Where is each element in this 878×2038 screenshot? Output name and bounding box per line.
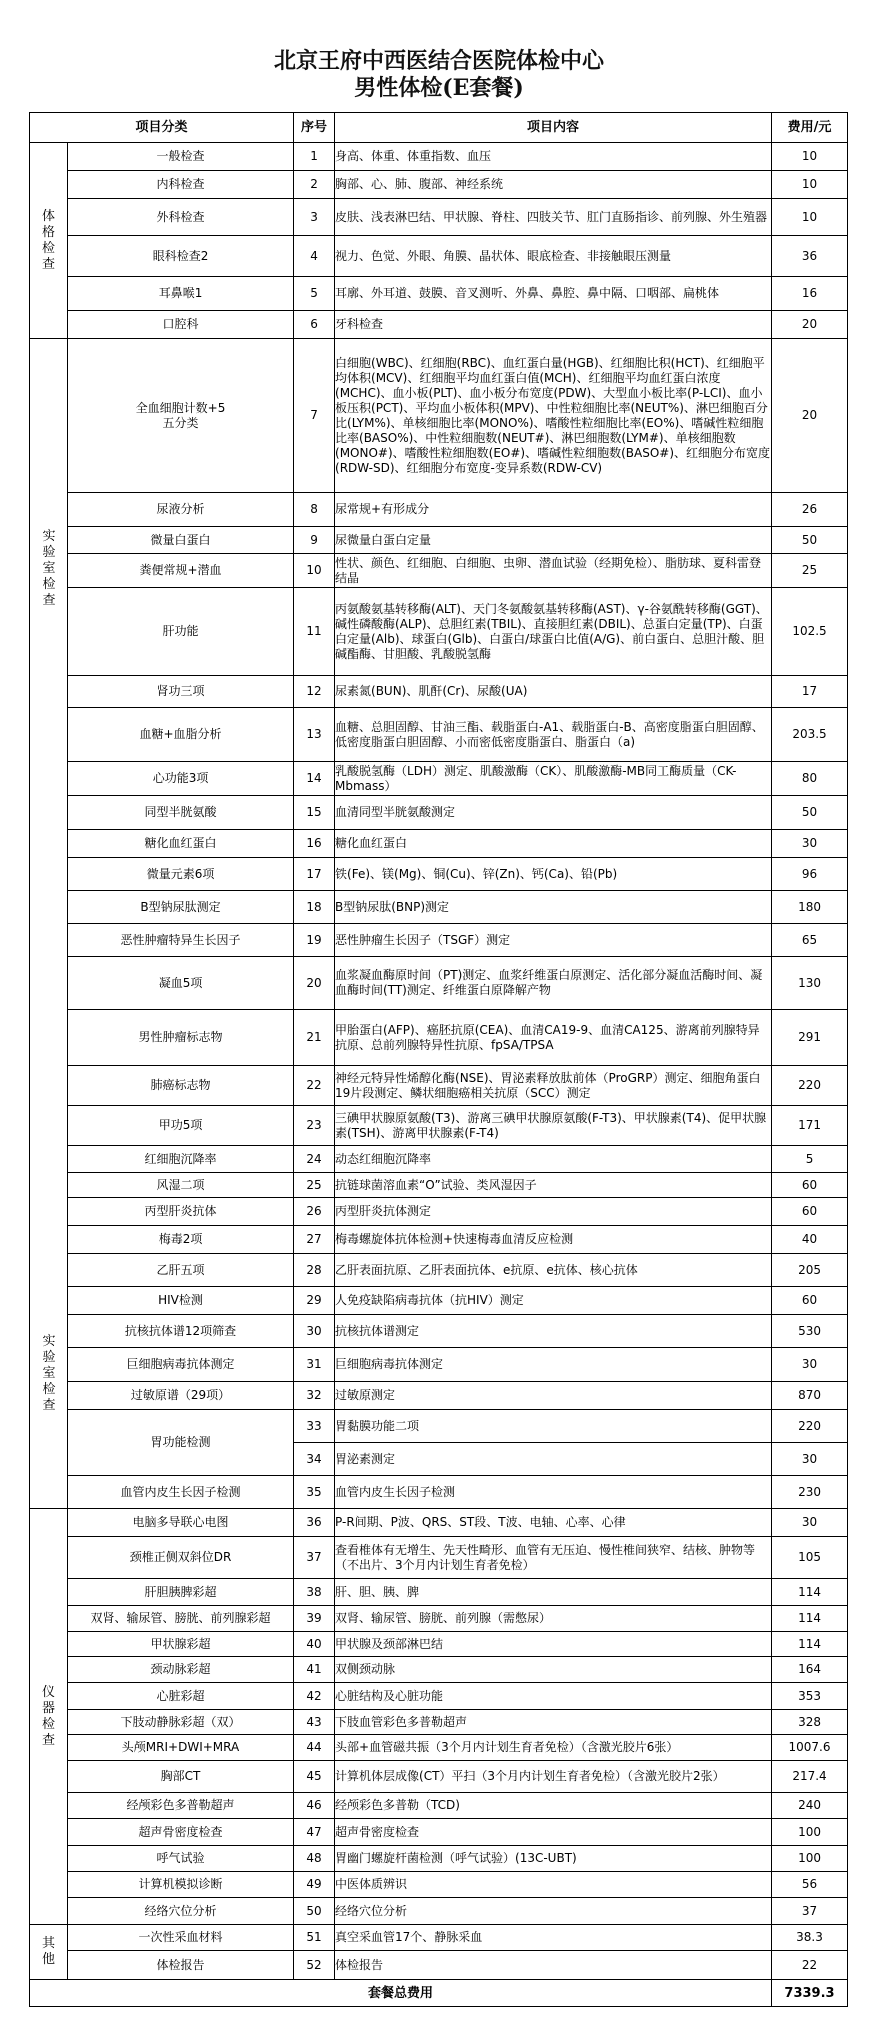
seq-cell: 34 — [294, 1443, 335, 1476]
seq-cell: 15 — [294, 796, 335, 830]
content-cell: 身高、体重、体重指数、血压 — [335, 143, 772, 171]
header-seq: 序号 — [294, 113, 335, 143]
fee-cell: 96 — [772, 858, 848, 891]
fee-cell: 114 — [772, 1632, 848, 1657]
content-cell: 双侧颈动脉 — [335, 1657, 772, 1683]
category-cell: 红细胞沉降率 — [68, 1146, 294, 1173]
seq-cell: 52 — [294, 1951, 335, 1980]
fee-cell: 80 — [772, 762, 848, 796]
content-cell: 铁(Fe)、镁(Mg)、铜(Cu)、锌(Zn)、钙(Ca)、铅(Pb) — [335, 858, 772, 891]
table-row — [30, 676, 848, 708]
seq-cell: 41 — [294, 1657, 335, 1683]
content-cell: 经颅彩色多普勒（TCD) — [335, 1793, 772, 1819]
seq-cell: 16 — [294, 830, 335, 858]
content-cell: 动态红细胞沉降率 — [335, 1146, 772, 1173]
seq-cell: 18 — [294, 891, 335, 924]
table-row — [30, 1657, 848, 1683]
table-row — [30, 1735, 848, 1761]
content-cell: 糖化血红蛋白 — [335, 830, 772, 858]
fee-cell: 40 — [772, 1226, 848, 1254]
seq-cell: 25 — [294, 1173, 335, 1198]
content-cell: 尿素氮(BUN)、肌酐(Cr)、尿酸(UA) — [335, 676, 772, 708]
category-cell: 肾功三项 — [68, 676, 294, 708]
category-cell: 恶性肿瘤特异生长因子 — [68, 924, 294, 957]
table-row — [30, 236, 848, 277]
content-cell: 经络穴位分析 — [335, 1898, 772, 1925]
seq-cell: 45 — [294, 1761, 335, 1793]
fee-cell: 60 — [772, 1287, 848, 1315]
seq-cell: 12 — [294, 676, 335, 708]
table-row — [30, 1951, 848, 1980]
content-cell: 体检报告 — [335, 1951, 772, 1980]
category-cell: 计算机模拟诊断 — [68, 1872, 294, 1898]
category-cell: 微量白蛋白 — [68, 527, 294, 554]
table-row — [30, 588, 848, 676]
seq-cell: 35 — [294, 1476, 335, 1509]
seq-cell: 44 — [294, 1735, 335, 1761]
seq-cell: 32 — [294, 1382, 335, 1410]
table-row — [30, 1872, 848, 1898]
seq-cell: 4 — [294, 236, 335, 277]
table-row — [30, 1819, 848, 1846]
table-row — [30, 708, 848, 762]
table-row — [30, 339, 848, 493]
content-cell: 尿常规+有形成分 — [335, 493, 772, 527]
category-cell: 甲状腺彩超 — [68, 1632, 294, 1657]
category-cell: 呼气试验 — [68, 1846, 294, 1872]
table-row — [30, 762, 848, 796]
content-cell: 性状、颜色、红细胞、白细胞、虫卵、潜血试验（经期免检）、脂肪球、夏科雷登结晶 — [335, 554, 772, 588]
seq-cell: 49 — [294, 1872, 335, 1898]
table-row — [30, 1925, 848, 1951]
table-row — [30, 493, 848, 527]
fee-cell: 30 — [772, 1509, 848, 1537]
fee-cell: 240 — [772, 1793, 848, 1819]
content-cell: 下肢血管彩色多普勒超声 — [335, 1710, 772, 1735]
category-cell: 口腔科 — [68, 311, 294, 339]
seq-cell: 46 — [294, 1793, 335, 1819]
seq-cell: 33 — [294, 1410, 335, 1443]
fee-cell: 220 — [772, 1066, 848, 1106]
table-row — [30, 858, 848, 891]
fee-cell: 102.5 — [772, 588, 848, 676]
category-cell: 乙肝五项 — [68, 1254, 294, 1287]
fee-cell: 130 — [772, 957, 848, 1010]
fee-cell: 10 — [772, 143, 848, 171]
table-row — [30, 1066, 848, 1106]
category-cell: 粪便常规+潜血 — [68, 554, 294, 588]
fee-cell: 10 — [772, 171, 848, 199]
fee-cell: 217.4 — [772, 1761, 848, 1793]
table-row — [30, 1683, 848, 1710]
fee-cell: 30 — [772, 1443, 848, 1476]
fee-cell: 10 — [772, 199, 848, 236]
fee-cell: 38.3 — [772, 1925, 848, 1951]
seq-cell: 29 — [294, 1287, 335, 1315]
category-cell: 巨细胞病毒抗体测定 — [68, 1348, 294, 1382]
seq-cell: 37 — [294, 1537, 335, 1579]
fee-cell: 60 — [772, 1173, 848, 1198]
header-category: 项目分类 — [30, 113, 294, 143]
table-row — [30, 554, 848, 588]
content-cell: 丙氨酸氨基转移酶(ALT)、天门冬氨酸氨基转移酶(AST)、γ-谷氨酰转移酶(GGT)、碱性磷酸酶(ALP)、总胆红素(TBIL)、直接胆红素(DBIL)、总蛋白定量(TP)、白蛋白定量(Alb)、球蛋白(Glb)、白蛋白/球蛋白比值(A/G)、前白蛋白、总胆汁酸、胆碱酯酶、甘胆酸、乳酸脱氢酶 — [335, 588, 772, 676]
category-cell: 胃功能检测 — [68, 1410, 294, 1476]
content-cell: 神经元特异性烯醇化酶(NSE)、胃泌素释放肽前体（ProGRP）测定、细胞角蛋白19片段测定、鳞状细胞癌相关抗原（SCC）测定 — [335, 1066, 772, 1106]
fee-cell: 5 — [772, 1146, 848, 1173]
group-label: 体格检查 — [41, 208, 55, 272]
category-cell: 双肾、输尿管、膀胱、前列腺彩超 — [68, 1606, 294, 1632]
fee-cell: 114 — [772, 1579, 848, 1606]
category-cell: 超声骨密度检查 — [68, 1819, 294, 1846]
category-cell: 心功能3项 — [68, 762, 294, 796]
fee-cell: 114 — [772, 1606, 848, 1632]
content-cell: 恶性肿瘤生长因子（TSGF）测定 — [335, 924, 772, 957]
seq-cell: 14 — [294, 762, 335, 796]
category-cell: 颈椎正侧双斜位DR — [68, 1537, 294, 1579]
fee-cell: 180 — [772, 891, 848, 924]
table-row — [30, 830, 848, 858]
category-cell: 颈动脉彩超 — [68, 1657, 294, 1683]
content-cell: 胃泌素测定 — [335, 1443, 772, 1476]
category-cell: 肝胆胰脾彩超 — [68, 1579, 294, 1606]
table-row — [30, 1198, 848, 1226]
content-cell: 白细胞(WBC)、红细胞(RBC)、血红蛋白量(HGB)、红细胞比积(HCT)、红细胞平均体积(MCV)、红细胞平均血红蛋白值(MCH)、红细胞平均血红蛋白浓度(MCHC)、血小板(PLT)、血小板分布宽度(PDW)、大型血小板比率(P-LCI)、血小板压积(PCT)、平均血小板体积(MPV)、中性粒细胞比率(NEUT%)、淋巴细胞百分比(LYM%)、单核细胞比率(MONO%)、嗜酸性粒细胞比率(EO%)、嗜碱性粒细胞比率(BASO%)、中性粒细胞数(NEUT#)、淋巴细胞数(LYM#)、单核细胞数(MONO#)、嗜酸性粒细胞数(EO#)、嗜碱性粒细胞数(BASO#)、红细胞分布宽度(RDW-SD)、红细胞分布宽度-变异系数(RDW-CV) — [335, 339, 772, 493]
category-cell: 丙型肝炎抗体 — [68, 1198, 294, 1226]
fee-cell: 65 — [772, 924, 848, 957]
fee-cell: 1007.6 — [772, 1735, 848, 1761]
category-cell: 耳鼻喉1 — [68, 277, 294, 311]
seq-cell: 38 — [294, 1579, 335, 1606]
table-row — [30, 1315, 848, 1348]
content-cell: 查看椎体有无增生、先天性畸形、血管有无压迫、慢性椎间狭窄、结核、肿物等（不出片、3个月内计划生育者免检） — [335, 1537, 772, 1579]
category-cell: 血糖+血脂分析 — [68, 708, 294, 762]
content-cell: P-R间期、P波、QRS、ST段、T波、电轴、心率、心律 — [335, 1509, 772, 1537]
group-cell-lab — [30, 339, 68, 1509]
category-cell: 血管内皮生长因子检测 — [68, 1476, 294, 1509]
category-cell: 男性肿瘤标志物 — [68, 1010, 294, 1066]
group-cell-instrument — [30, 1509, 68, 1925]
total-fee: 7339.3 — [772, 1980, 848, 2007]
seq-cell: 20 — [294, 957, 335, 1010]
table-row — [30, 1226, 848, 1254]
table-row — [30, 1146, 848, 1173]
fee-cell: 37 — [772, 1898, 848, 1925]
package-title: 男性体检(E套餐) — [354, 75, 524, 101]
table-row — [30, 1254, 848, 1287]
fee-cell: 22 — [772, 1951, 848, 1980]
fee-cell: 291 — [772, 1010, 848, 1066]
table-row — [30, 796, 848, 830]
content-cell: 中医体质辨识 — [335, 1872, 772, 1898]
content-cell: 巨细胞病毒抗体测定 — [335, 1348, 772, 1382]
content-cell: 血清同型半胱氨酸测定 — [335, 796, 772, 830]
content-cell: 皮肤、浅表淋巴结、甲状腺、脊柱、四肢关节、肛门直肠指诊、前列腺、外生殖器 — [335, 199, 772, 236]
category-cell: 头颅MRI+DWI+MRA — [68, 1735, 294, 1761]
seq-cell: 36 — [294, 1509, 335, 1537]
content-cell: 血浆凝血酶原时间（PT)测定、血浆纤维蛋白原测定、活化部分凝血活酶时间、凝血酶时间(TT)测定、纤维蛋白原降解产物 — [335, 957, 772, 1010]
category-cell: 胸部CT — [68, 1761, 294, 1793]
seq-cell: 51 — [294, 1925, 335, 1951]
fee-cell: 60 — [772, 1198, 848, 1226]
fee-cell: 36 — [772, 236, 848, 277]
table-row — [30, 143, 848, 171]
content-cell: 抗核抗体谱测定 — [335, 1315, 772, 1348]
group-label: 实验室检查 — [42, 1334, 56, 1413]
seq-cell: 24 — [294, 1146, 335, 1173]
table-row — [30, 1632, 848, 1657]
table-row — [30, 1010, 848, 1066]
content-cell: 胃幽门螺旋杆菌检测（呼气试验）(13C-UBT) — [335, 1846, 772, 1872]
seq-cell: 2 — [294, 171, 335, 199]
seq-cell: 39 — [294, 1606, 335, 1632]
fee-cell: 870 — [772, 1382, 848, 1410]
seq-cell: 28 — [294, 1254, 335, 1287]
content-cell: 抗链球菌溶血素“O”试验、类风湿因子 — [335, 1173, 772, 1198]
category-cell: 内科检查 — [68, 171, 294, 199]
table-row — [30, 277, 848, 311]
category-cell: 梅毒2项 — [68, 1226, 294, 1254]
category-cell: 电脑多导联心电图 — [68, 1509, 294, 1537]
fee-cell: 328 — [772, 1710, 848, 1735]
seq-cell: 7 — [294, 339, 335, 493]
content-cell: 血管内皮生长因子检测 — [335, 1476, 772, 1509]
checkup-items-table — [29, 112, 848, 2007]
fee-cell: 164 — [772, 1657, 848, 1683]
category-cell: 微量元素6项 — [68, 858, 294, 891]
seq-cell: 13 — [294, 708, 335, 762]
table-row — [30, 1106, 848, 1146]
fee-cell: 17 — [772, 676, 848, 708]
content-cell: 耳廓、外耳道、鼓膜、音叉测听、外鼻、鼻腔、鼻中隔、口咽部、扁桃体 — [335, 277, 772, 311]
category-cell: 经络穴位分析 — [68, 1898, 294, 1925]
table-row — [30, 1476, 848, 1509]
content-cell: 头部+血管磁共振（3个月内计划生育者免检）（含激光胶片6张） — [335, 1735, 772, 1761]
fee-cell: 105 — [772, 1537, 848, 1579]
category-cell: 抗核抗体谱12项筛查 — [68, 1315, 294, 1348]
seq-cell: 8 — [294, 493, 335, 527]
seq-cell: 17 — [294, 858, 335, 891]
fee-cell: 26 — [772, 493, 848, 527]
seq-cell: 47 — [294, 1819, 335, 1846]
category-cell: 风湿二项 — [68, 1173, 294, 1198]
content-cell: 双肾、输尿管、膀胱、前列腺（需憋尿） — [335, 1606, 772, 1632]
seq-cell: 10 — [294, 554, 335, 588]
seq-cell: 23 — [294, 1106, 335, 1146]
seq-cell: 31 — [294, 1348, 335, 1382]
seq-cell: 9 — [294, 527, 335, 554]
table-row — [30, 1173, 848, 1198]
fee-cell: 203.5 — [772, 708, 848, 762]
category-cell: 经颅彩色多普勒超声 — [68, 1793, 294, 1819]
category-cell: 凝血5项 — [68, 957, 294, 1010]
fee-cell: 220 — [772, 1410, 848, 1443]
content-cell: 乳酸脱氢酶（LDH）测定、肌酸激酶（CK）、肌酸激酶-MB同工酶质量（CK-Mbmass） — [335, 762, 772, 796]
table-row — [30, 924, 848, 957]
table-row — [30, 1793, 848, 1819]
group-label: 实验室检查 — [42, 529, 56, 608]
seq-cell: 42 — [294, 1683, 335, 1710]
category-cell: 尿液分析 — [68, 493, 294, 527]
seq-cell: 1 — [294, 143, 335, 171]
category-cell: 全血细胞计数+5 五分类 — [68, 339, 294, 493]
fee-cell: 56 — [772, 1872, 848, 1898]
table-row — [30, 1382, 848, 1410]
table-row — [30, 527, 848, 554]
table-row — [30, 957, 848, 1010]
content-cell: 真空采血管17个、静脉采血 — [335, 1925, 772, 1951]
content-cell: 甲胎蛋白(AFP)、癌胚抗原(CEA)、血清CA19-9、血清CA125、游离前列腺特异抗原、总前列腺特异性抗原、fpSA/TPSA — [335, 1010, 772, 1066]
group-cell-physical — [30, 143, 68, 339]
table-row — [30, 1710, 848, 1735]
content-cell: 人免疫缺陷病毒抗体（抗HIV）测定 — [335, 1287, 772, 1315]
seq-cell: 11 — [294, 588, 335, 676]
table-row — [30, 199, 848, 236]
fee-cell: 25 — [772, 554, 848, 588]
fee-cell: 50 — [772, 796, 848, 830]
table-row — [30, 1410, 848, 1443]
fee-cell: 30 — [772, 830, 848, 858]
seq-cell: 26 — [294, 1198, 335, 1226]
hospital-title: 北京王府中西医结合医院体检中心 — [273, 48, 604, 74]
header-row — [30, 113, 848, 143]
fee-cell: 20 — [772, 339, 848, 493]
header-content: 项目内容 — [335, 113, 772, 143]
content-cell: 胸部、心、肺、腹部、神经系统 — [335, 171, 772, 199]
group-label: 仪器检查 — [41, 1684, 55, 1748]
seq-cell: 40 — [294, 1632, 335, 1657]
group-cell-other — [30, 1925, 68, 1980]
seq-cell: 5 — [294, 277, 335, 311]
content-cell: 丙型肝炎抗体测定 — [335, 1198, 772, 1226]
content-cell: 牙科检查 — [335, 311, 772, 339]
category-cell: 甲功5项 — [68, 1106, 294, 1146]
seq-cell: 43 — [294, 1710, 335, 1735]
fee-cell: 530 — [772, 1315, 848, 1348]
table-row — [30, 1509, 848, 1537]
group-label: 其他 — [41, 1936, 55, 1967]
content-cell: 乙肝表面抗原、乙肝表面抗体、e抗原、e抗体、核心抗体 — [335, 1254, 772, 1287]
fee-cell: 205 — [772, 1254, 848, 1287]
total-row — [30, 1980, 848, 2007]
fee-cell: 171 — [772, 1106, 848, 1146]
table-row — [30, 1846, 848, 1872]
seq-cell: 19 — [294, 924, 335, 957]
table-row — [30, 1761, 848, 1793]
seq-cell: 30 — [294, 1315, 335, 1348]
table-row — [30, 311, 848, 339]
seq-cell: 3 — [294, 199, 335, 236]
fee-cell: 100 — [772, 1846, 848, 1872]
content-cell: 胃黏膜功能二项 — [335, 1410, 772, 1443]
table-row — [30, 1579, 848, 1606]
category-cell: 眼科检查2 — [68, 236, 294, 277]
total-label: 套餐总费用 — [30, 1980, 772, 2007]
seq-cell: 22 — [294, 1066, 335, 1106]
category-cell: 过敏原谱（29项） — [68, 1382, 294, 1410]
fee-cell: 50 — [772, 527, 848, 554]
category-cell: 体检报告 — [68, 1951, 294, 1980]
table-row — [30, 1606, 848, 1632]
seq-cell: 27 — [294, 1226, 335, 1254]
header-fee: 费用/元 — [772, 113, 848, 143]
category-cell: 外科检查 — [68, 199, 294, 236]
content-cell: 计算机体层成像(CT）平扫（3个月内计划生育者免检）（含激光胶片2张） — [335, 1761, 772, 1793]
table-row — [30, 1537, 848, 1579]
content-cell: 甲状腺及颈部淋巴结 — [335, 1632, 772, 1657]
category-cell: 肝功能 — [68, 588, 294, 676]
seq-cell: 6 — [294, 311, 335, 339]
category-cell: 同型半胱氨酸 — [68, 796, 294, 830]
content-cell: 超声骨密度检查 — [335, 1819, 772, 1846]
table-row — [30, 1287, 848, 1315]
category-cell: 一般检查 — [68, 143, 294, 171]
seq-cell: 50 — [294, 1898, 335, 1925]
table-row — [30, 1898, 848, 1925]
category-cell: 糖化血红蛋白 — [68, 830, 294, 858]
category-cell: HIV检测 — [68, 1287, 294, 1315]
category-cell: 下肢动静脉彩超（双） — [68, 1710, 294, 1735]
fee-cell: 20 — [772, 311, 848, 339]
fee-cell: 230 — [772, 1476, 848, 1509]
content-cell: 肝、胆、胰、脾 — [335, 1579, 772, 1606]
category-cell: 一次性采血材料 — [68, 1925, 294, 1951]
fee-cell: 16 — [772, 277, 848, 311]
table-row — [30, 891, 848, 924]
content-cell: 尿微量白蛋白定量 — [335, 527, 772, 554]
content-cell: 三碘甲状腺原氨酸(T3)、游离三碘甲状腺原氨酸(F-T3)、甲状腺素(T4)、促甲状腺素(TSH)、游离甲状腺素(F-T4) — [335, 1106, 772, 1146]
seq-cell: 48 — [294, 1846, 335, 1872]
category-cell: 肺癌标志物 — [68, 1066, 294, 1106]
content-cell: 心脏结构及心脏功能 — [335, 1683, 772, 1710]
fee-cell: 30 — [772, 1348, 848, 1382]
content-cell: 血糖、总胆固醇、甘油三酯、载脂蛋白-A1、载脂蛋白-B、高密度脂蛋白胆固醇、低密度脂蛋白胆固醇、小而密低密度脂蛋白、脂蛋白（a) — [335, 708, 772, 762]
seq-cell: 21 — [294, 1010, 335, 1066]
table-row — [30, 171, 848, 199]
content-cell: 梅毒螺旋体抗体检测+快速梅毒血清反应检测 — [335, 1226, 772, 1254]
table-row — [30, 1348, 848, 1382]
fee-cell: 100 — [772, 1819, 848, 1846]
content-cell: 视力、色觉、外眼、角膜、晶状体、眼底检查、非接触眼压测量 — [335, 236, 772, 277]
category-cell: B型钠尿肽测定 — [68, 891, 294, 924]
category-cell: 心脏彩超 — [68, 1683, 294, 1710]
content-cell: B型钠尿肽(BNP)测定 — [335, 891, 772, 924]
fee-cell: 353 — [772, 1683, 848, 1710]
content-cell: 过敏原测定 — [335, 1382, 772, 1410]
